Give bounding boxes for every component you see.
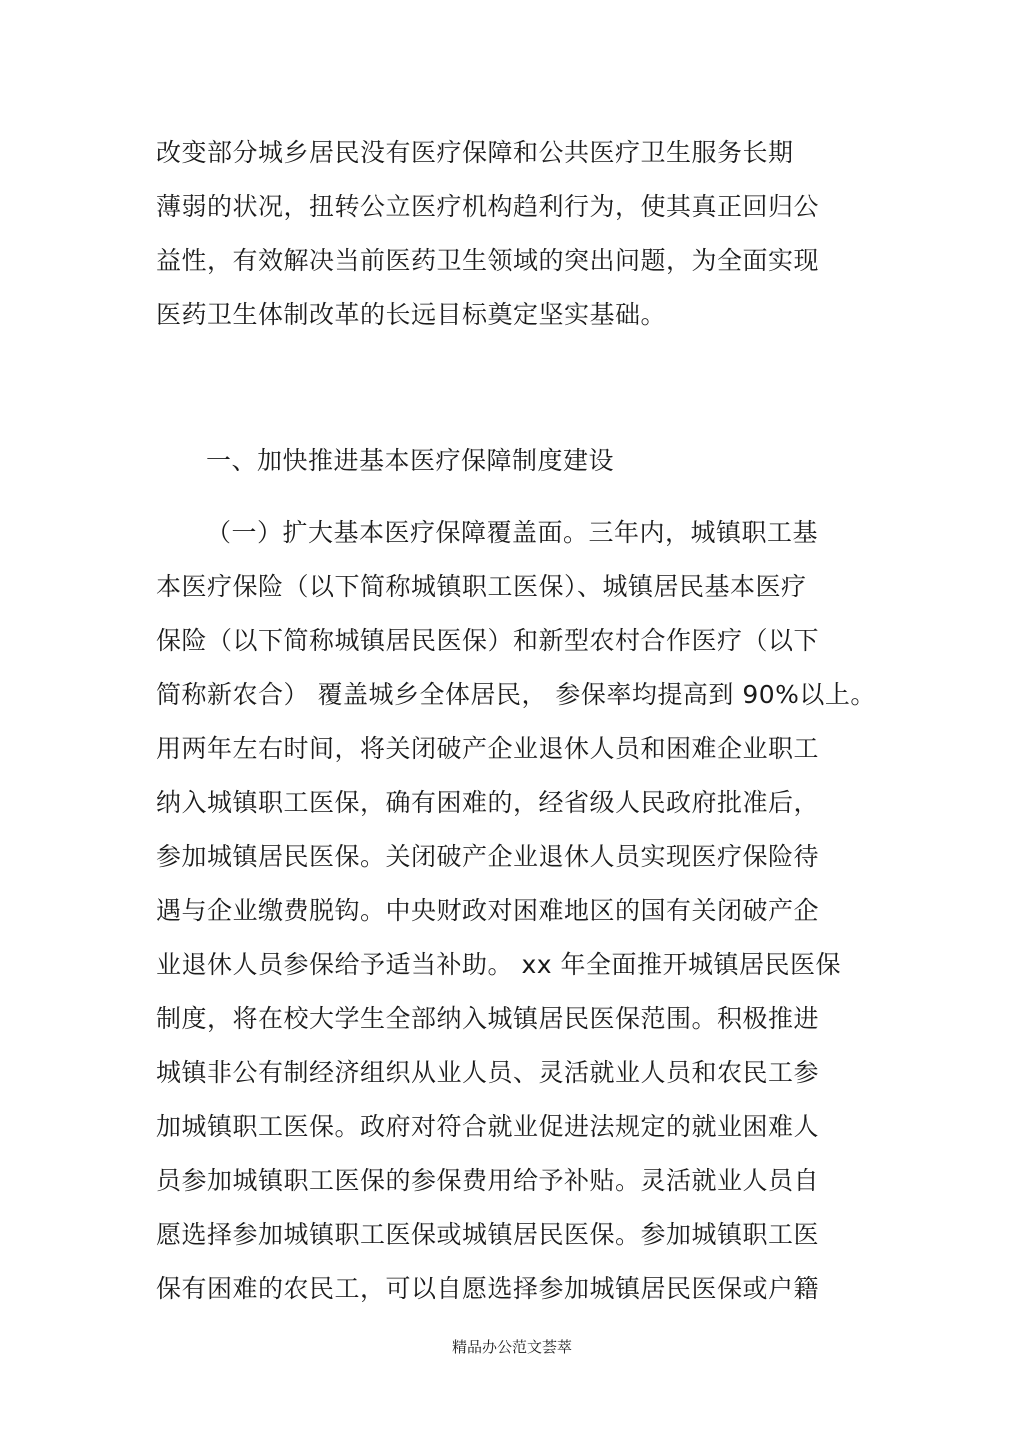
body-line-11: 城镇非公有制经济组织从业人员、灵活就业人员和农民工参 xyxy=(156,1058,820,1087)
body-line-2: 本医疗保险（以下简称城镇职工医保）、城镇居民基本医疗 xyxy=(156,572,807,601)
body-line-6: 纳入城镇职工医保，确有困难的，经省级人民政府批准后， xyxy=(156,788,820,817)
intro-line-1: 改变部分城乡居民没有医疗保障和公共医疗卫生服务长期 xyxy=(156,138,794,167)
intro-line-3: 益性，有效解决当前医药卫生领域的突出问题，为全面实现 xyxy=(156,246,820,275)
body-line-12: 加城镇职工医保。政府对符合就业促进法规定的就业困难人 xyxy=(156,1112,820,1141)
body-line-8: 遇与企业缴费脱钩。中央财政对困难地区的国有关闭破产企 xyxy=(156,896,820,925)
body-line-13: 员参加城镇职工医保的参保费用给予补贴。灵活就业人员自 xyxy=(156,1166,820,1195)
body-line-10: 制度，将在校大学生全部纳入城镇居民医保范围。积极推进 xyxy=(156,1004,820,1033)
body-line-7: 参加城镇居民医保。关闭破产企业退休人员实现医疗保险待 xyxy=(156,842,820,871)
body-line-9: 业退休人员参保给予适当补助。 xx 年全面推开城镇居民医保 xyxy=(156,950,841,979)
body-line-5: 用两年左右时间，将关闭破产企业退休人员和困难企业职工 xyxy=(156,734,820,763)
body-line-3: 保险（以下简称城镇居民医保）和新型农村合作医疗（以下 xyxy=(156,626,820,655)
intro-line-2: 薄弱的状况，扭转公立医疗机构趋利行为，使其真正回归公 xyxy=(156,192,820,221)
intro-line-4: 医药卫生体制改革的长远目标奠定坚实基础。 xyxy=(156,300,667,329)
body-line-1: （一）扩大基本医疗保障覆盖面。三年内，城镇职工基 xyxy=(206,518,819,547)
page-footer: 精品办公范文荟萃 xyxy=(451,1338,572,1356)
section-heading: 一、加快推进基本医疗保障制度建设 xyxy=(206,446,615,475)
body-line-15: 保有困难的农民工，可以自愿选择参加城镇居民医保或户籍 xyxy=(156,1274,820,1303)
body-line-14: 愿选择参加城镇职工医保或城镇居民医保。参加城镇职工医 xyxy=(156,1220,820,1249)
body-line-4: 简称新农合） 覆盖城乡全体居民， 参保率均提高到 90%以上。 xyxy=(156,680,876,709)
